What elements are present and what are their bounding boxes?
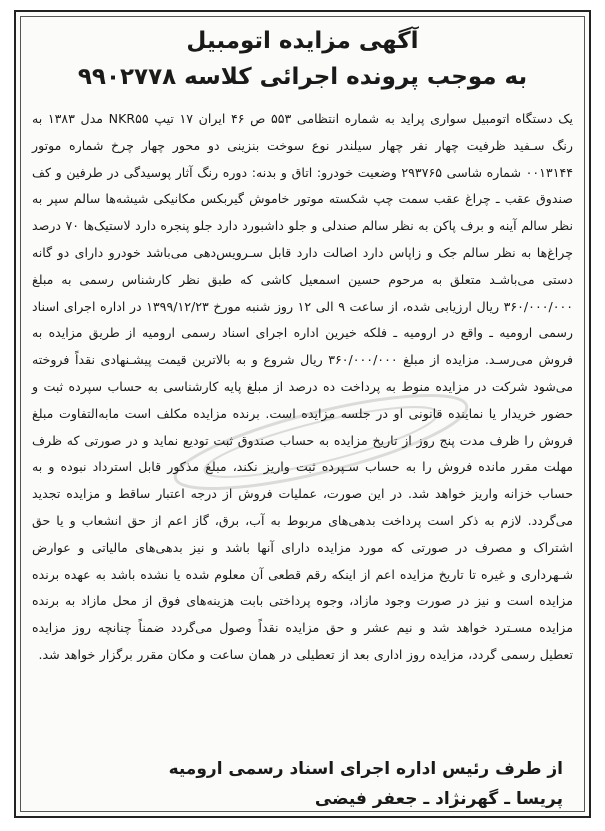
signature-names: پریسا ـ گهرنژاد ـ جعفر فیضی [314,789,563,809]
notice-body: یک دستگاه اتومبیل سواری پراید به شماره انتظامی ۵۵۳ ص ۴۶ ایران ۱۷ تیپ NKR۵۵ مدل ۱۳۸۳ به رنگ سـفید ظرفیت چهار نفر چهار سیلندر نوع سوخت بنزینی دو محور چهار چرخ شماره موتور ۰۰۱۳۱۴۴ شماره شاسی ۲۹۳۷۶۵ وضعیت خودرو: اتاق و بدنه: دوره رنگ آثار پوسیدگی در طرفین و کف صندوق عقب ـ چراغ عقب سمت چپ شکسته موتور خاموش گیربکس مکانیکی شیشه‌ها سالم سپر به نظر سالم آینه و برف پاکن به نظر سالم صندلی و جلو داشبورد دارد جلو پنجره دارد لاستیک‌ها ۷۰ درصد چراغ‌ها به نظر سالم جک و زاپاس دارد اصالت دارد قابل سـرویس‌دهی می‌باشد خودرو دارای دو گانه دستی می‌باشـد متعلق به مرحوم حسین اسمعیل کاشی که طبق نظر کارشناس رسمی به مبلغ ۳۶۰/۰۰۰/۰۰۰ ریال ارزیابی شده، از ساعت ۹ الی ۱۲ روز شنبه مورخ ۱۳۹۹/۱۲/۲۳ در اداره اجرای اسناد رسمی ارومیه ـ واقع در ارومیه ـ فلکه خیرین اداره اجرای اسناد رسمی ارومیه از طریق مزایده به فروش می‌رسـد. مزایده از مبلغ ۳۶۰/۰۰۰/۰۰۰ ریال شروع و به بالاترین قیمت پیشـنهادی نقداً فروخته می‌شود شرکت در مزایده منوط به پرداخت ده درصد از مبلغ پایه کارشناسی به حساب سپرده ثبت و حضور خریدار یا نماینده قانونی او در جلسه مزایده است. برنده مزایده مکلف است مابه‌التفاوت مبلغ فروش را ظرف مدت پنج روز از تاریخ مزایده به حساب صندوق ثبت تودیع نماید و در صورتی که ظرف مهلت مقرر مانده فروش را به حساب سـپرده ثبت واریز نکند، مبلغ مذکور قابل استرداد نبوده و به حساب خزانه واریز خواهد شد. در این صورت، عملیات فروش از درجه اعتبار ساقط و مزایده تجدید می‌گردد. لازم به ذکر است پرداخت بدهی‌های مربوط به آب، برق، گاز اعم از حق انشعاب و یا حق اشتراک و مصرف در صورتی که مورد مزایده دارای آنها باشد و نیز بدهی‌های مالیاتی و عوارض شـهرداری و غیره تا تاریخ مزایده اعم از اینکه رقم قطعی آن معلوم شده یا نشده باشد به عهده برنده مزایده است و نیز در صورت وجود مازاد، وجوه پرداختی بابت هزینه‌های فوق از محل مازاد به برنده مزایده مسـترد خواهد شد و نیم عشر و حق مزایده نقداً وصول می‌گردد ضمناً چنانچه روز مزایده تعطیل رسمی گردد، مزایده روز اداری بعد از تعطیلی در همان ساعت و مکان مقرر برگزار خواهد شد. [32,111,574,662]
notice-title: آگهی مزایده اتومبیل [186,28,419,54]
notice-subtitle: به موجب پرونده اجرائی کلاسه ۹۹۰۲۷۷۸ [77,64,528,90]
signature-office: از طرف رئیس اداره اجرای اسناد رسمی ارومیه [168,759,563,779]
notice-frame [14,10,591,818]
